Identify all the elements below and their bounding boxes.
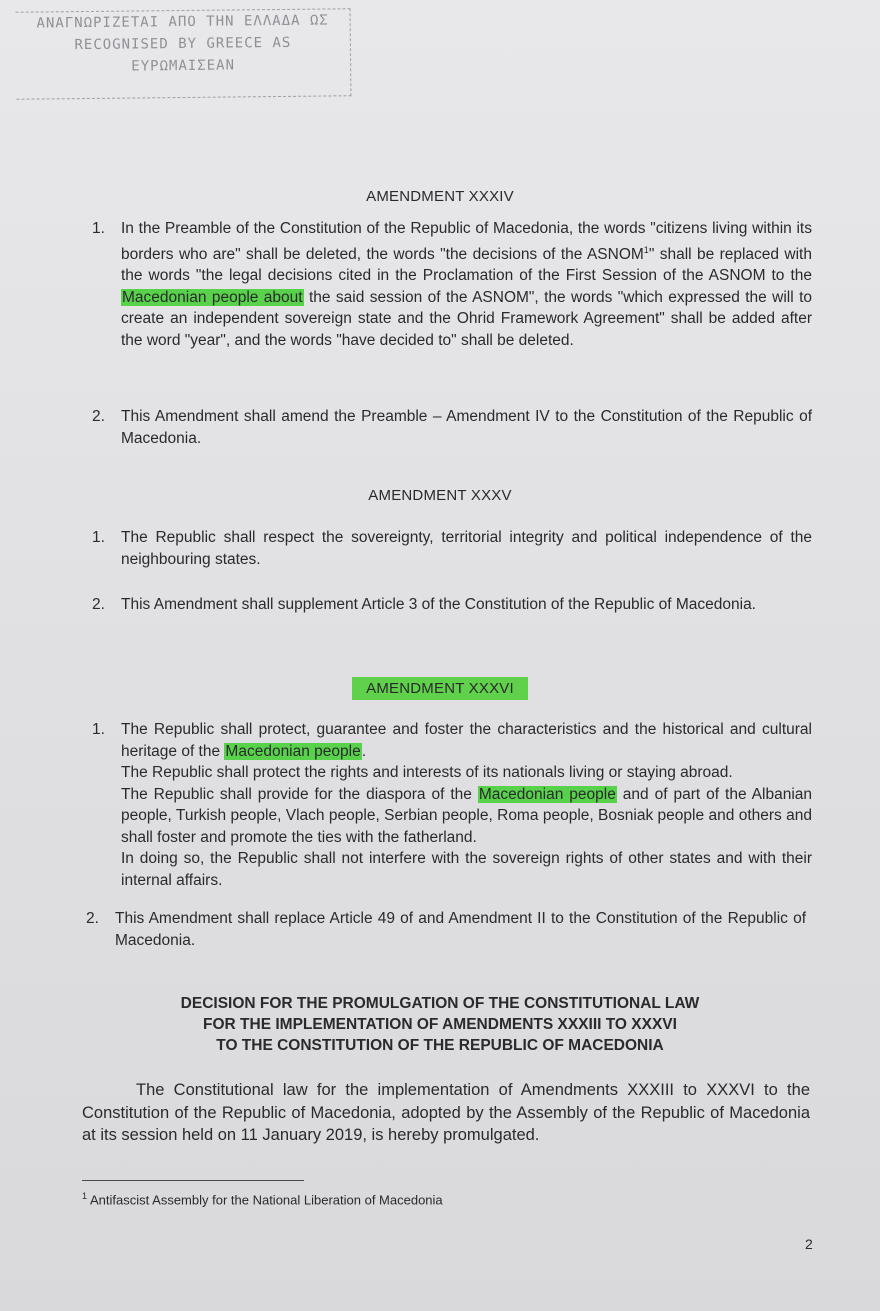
paragraph: The Republic shall protect, guarantee and foster the characteristics and the historical and cultural heritage of the Macedonian people. (121, 721, 812, 760)
stamp-line-1: ΑΝΑΓΝΩΡΙΖΕΤΑΙ ΑΠΟ ΤΗΝ ΕΛΛΑΔΑ ΩΣ (36, 12, 329, 32)
amendment-36-item-1 (92, 719, 812, 891)
footnote-text: Antifascist Assembly for the National Liberation of Macedonia (90, 1192, 443, 1208)
item-text: This Amendment shall amend the Preamble – Amendment IV to the Constitution of the Republic of Macedonia. (121, 408, 812, 447)
highlighted-text: Macedonian people (225, 742, 361, 760)
amendment-35-item-2 (92, 594, 812, 616)
highlighted-text: Macedonian people about (122, 288, 303, 306)
item-text: The Republic shall respect the sovereignty, territorial integrity and political independence of the neighbouring states. (121, 529, 812, 568)
item-number: 2. (92, 408, 105, 425)
highlighted-heading: AMENDMENT XXXVI (352, 677, 528, 700)
highlighted-text: Macedonian people (478, 785, 616, 803)
page-number: 2 (805, 1236, 813, 1252)
amendment-34-title: AMENDMENT XXXIV (366, 188, 514, 205)
item-number: 2. (86, 910, 99, 927)
amendment-35-title: AMENDMENT XXXV (368, 487, 512, 504)
item-number: 1. (92, 529, 105, 546)
item-text: In the Preamble of the Constitution of the Republic of Macedonia, the words "citizens living within its borders who are" shall be deleted, the words "the decisions of the ASNOM$^1$" shall be replaced with the words "the legal decisions cited in the Proclamation of the First Session of the ASNOM to the Macedonian people about the said session of the ASNOM", the words "which expressed the will to create an independent sovereign state and the Ohrid Framework Agreement" shall be added after the word "year", and the words "have decided to" shall be deleted. (121, 220, 812, 349)
item-text: This Amendment shall replace Article 49 of and Amendment II to the Constitution of the Republic of Macedonia. (115, 910, 806, 949)
item-number: 1. (92, 220, 105, 237)
footnote (82, 1191, 443, 1207)
recognition-stamp (16, 8, 352, 100)
footnote-ref: 1 (643, 244, 649, 255)
footnote-divider (82, 1180, 304, 1181)
stamp-line-3: ΕΥΡΩΜΑΙΣΕΑΝ (131, 57, 236, 75)
paragraph: The Republic shall provide for the diaspora of the Macedonian people and of part of the Albanian people, Turkish people, Vlach people, Serbian people, Roma people, Bosniak people and others and shall foster and promote the ties with the fatherland. (121, 785, 813, 846)
paragraph: In doing so, the Republic shall not interfere with the sovereign rights of other states and with their internal affairs. (121, 850, 812, 889)
item-text (121, 719, 812, 891)
amendment-35-item-1 (92, 527, 812, 570)
amendment-34-item-2 (92, 406, 812, 449)
paragraph: The Republic shall protect the rights and interests of its nationals living or staying abroad. (121, 764, 733, 781)
item-text: This Amendment shall supplement Article 3 of the Constitution of the Republic of Macedonia. (121, 596, 756, 613)
item-number: 1. (92, 721, 105, 738)
amendment-34-item-1 (92, 218, 812, 351)
footnote-mark: 1 (82, 1191, 88, 1201)
item-number: 2. (92, 596, 105, 613)
stamp-line-2: RECOGNISED BY GREECE AS (74, 34, 292, 54)
amendment-36-item-2 (86, 908, 806, 951)
decision-title: DECISION FOR THE PROMULGATION OF THE CONSTITUTIONAL LAW FOR THE IMPLEMENTATION OF AMENDMENTS XXXIII TO XXXVI TO THE CONSTITUTION OF THE REPUBLIC OF MACEDONIA (180, 995, 700, 1054)
decision-body: The Constitutional law for the implementation of Amendments XXXIII to XXXVI to the Constitution of the Republic of Macedonia, adopted by the Assembly of the Republic of Macedonia at its session held on 11 January 2019, is hereby promulgated. (82, 1081, 810, 1144)
amendment-36-title (0, 680, 880, 697)
